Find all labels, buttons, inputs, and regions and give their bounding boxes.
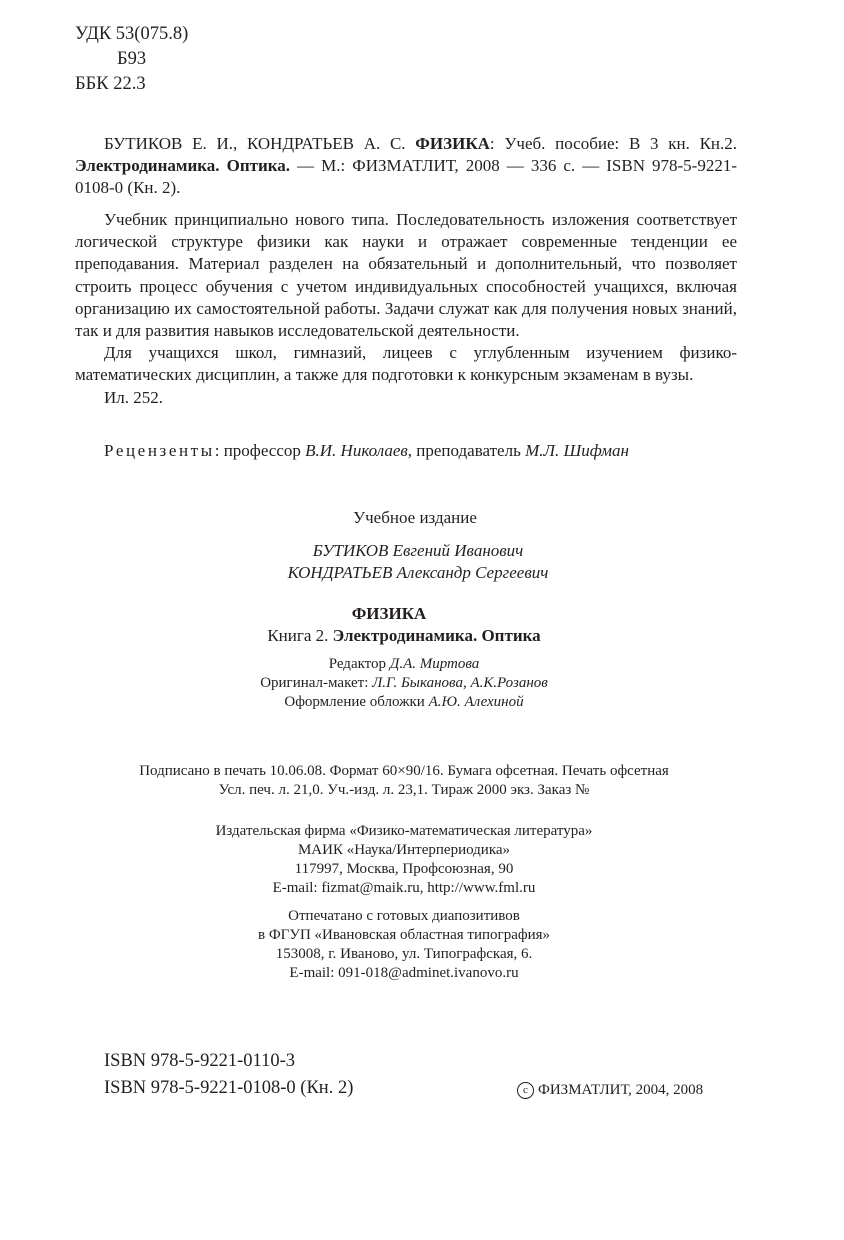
edition-author-2: КОНДРАТЬЕВ Александр Сергеевич xyxy=(287,563,549,582)
printer-line-3: 153008, г. Иваново, ул. Типографская, 6. xyxy=(275,946,533,962)
copyright-icon: c xyxy=(517,1082,534,1099)
isbn-block xyxy=(104,1048,353,1102)
copyright-notice xyxy=(517,1080,703,1100)
printer-line-2: в ФГУП «Ивановская областная типография» xyxy=(258,927,550,943)
edition-type: Учебное издание xyxy=(353,508,477,527)
classification-codes xyxy=(75,22,188,97)
edition-title: ФИЗИКА xyxy=(351,604,427,623)
edition-authors xyxy=(0,540,836,584)
abstract-paragraph: Учебник принципиально нового типа. Последовательность изложения соответствует логической структуре физики как науки и отражает современные тенденции ее преподавания. Материал разделен на обязательный и дополнительный, что позволяет строить процесс обучения с учетом индивидуальных способностей учащихся, включая организацию их самостоятельной работы. Задачи служат как для получения новых знаний, так и для развития навыков исследовательской деятельности. xyxy=(75,210,737,341)
copyright-text: ФИЗМАТЛИТ, 2004, 2008 xyxy=(538,1082,704,1098)
bibliographic-record xyxy=(75,133,737,199)
cover-designer: А.Ю. Алехиной xyxy=(428,694,524,710)
print-info-line-2: Усл. печ. л. 21,0. Уч.-изд. л. 23,1. Тираж 2000 экз. Заказ № xyxy=(218,782,590,798)
edition-book xyxy=(0,625,808,647)
edition-author-1: БУТИКОВ Евгений Иванович xyxy=(312,541,524,560)
udk-code: УДК 53(075.8) xyxy=(75,24,189,44)
biblio-title: ФИЗИКА xyxy=(415,134,490,153)
author-mark: Б93 xyxy=(117,49,147,69)
printer-line-1: Отпечатано с готовых диапозитивов xyxy=(288,908,520,924)
reviewer-role-2: , преподаватель xyxy=(407,441,526,460)
bbk-code: ББК 22.3 xyxy=(75,74,146,94)
layout-line: Оригинал-макет: Л.Г. Быканова, А.К.Розанов xyxy=(260,675,548,691)
reviewers-line xyxy=(104,440,629,462)
biblio-after-title: : Учеб. пособие: В 3 кн. Кн.2. xyxy=(489,134,738,153)
layout-names: Л.Г. Быканова, А.К.Розанов xyxy=(372,675,548,691)
biblio-book-title: Электродинамика. Оптика. xyxy=(75,156,291,175)
reviewer-name-1: В.И. Николаев xyxy=(305,441,408,460)
reviewers-label: Рецензенты xyxy=(104,441,215,460)
biblio-authors: БУТИКОВ Е. И., КОНДРАТЬЕВ А. С. xyxy=(104,134,406,153)
book-name: Электродинамика. Оптика xyxy=(332,626,541,645)
editor-line: Редактор Д.А. Миртова xyxy=(328,656,480,672)
isbn-set: ISBN 978-5-9221-0110-3 xyxy=(104,1051,295,1071)
publisher-line-3: 117997, Москва, Профсоюзная, 90 xyxy=(294,861,514,877)
print-info-line-1: Подписано в печать 10.06.08. Формат 60×90/16. Бумага офсетная. Печать офсетная xyxy=(139,763,669,779)
reviewer-name-2: М.Л. Шифман xyxy=(525,441,629,460)
isbn-volume: ISBN 978-5-9221-0108-0 (Кн. 2) xyxy=(104,1078,354,1098)
publisher-line-2: МАИК «Наука/Интерпериодика» xyxy=(297,842,511,858)
biblio-details: — М.: ФИЗМАТЛИТ, 2008 — 336 с. — ISBN 978-5-9221-0108-0 (Кн. 2). xyxy=(75,156,738,197)
reviewer-role-1: : профессор xyxy=(214,441,306,460)
publisher-line-1: Издательская фирма «Физико-математическая литература» xyxy=(215,823,593,839)
illustrations-count: Ил. 252. xyxy=(104,387,164,407)
credits xyxy=(0,655,808,712)
cover-line: Оформление обложки А.Ю. Алехиной xyxy=(284,694,524,710)
printer-line-4: E-mail: 091-018@adminet.ivanovo.ru xyxy=(289,965,519,981)
abstract xyxy=(75,209,737,409)
editor-name: Д.А. Миртова xyxy=(389,656,480,672)
publisher-info xyxy=(0,822,808,898)
print-information xyxy=(0,762,808,800)
publisher-line-4: E-mail: fizmat@maik.ru, http://www.fml.ru xyxy=(272,880,536,896)
audience-paragraph: Для учащихся школ, гимназий, лицеев с углубленным изучением физико-математических дисциплин, а также для подготовки к конкурсным экзаменам в вузы. xyxy=(75,343,737,385)
printer-info xyxy=(0,907,808,983)
book-prefix: Книга 2. xyxy=(267,626,333,645)
